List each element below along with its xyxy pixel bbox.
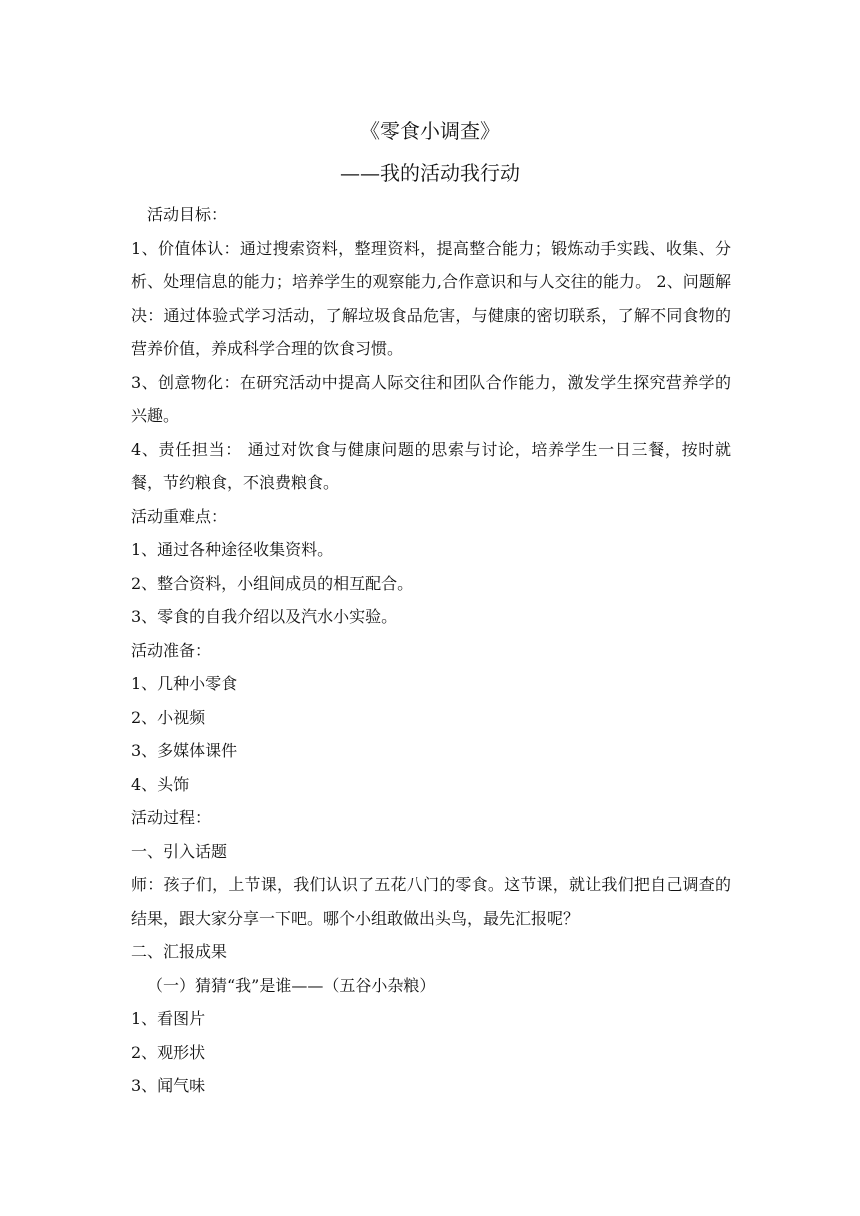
list-item: 3、多媒体课件 xyxy=(131,741,238,760)
document-subtitle: ——我的活动我行动 xyxy=(340,161,520,185)
paragraph: 3、创意物化：在研究活动中提高人际交往和团队合作能力，激发学生探究营养学的兴趣。 xyxy=(131,372,731,425)
subsection-heading: 一、引入话题 xyxy=(131,841,228,861)
list-item: 2、小视频 xyxy=(131,707,206,727)
section-heading-objectives: 活动目标： xyxy=(147,205,228,224)
subsection-heading: 二、汇报成果 xyxy=(131,942,228,961)
sub-subsection-heading: （一）猜猜“我”是谁——（五谷小杂粮） xyxy=(147,975,436,995)
list-item: 1、看图片 xyxy=(131,1009,206,1028)
paragraph: 4、责任担当： 通过对饮食与健康问题的思索与讨论，培养学生一日三餐，按时就餐，节约粮食，不浪费粮食。 xyxy=(131,439,731,492)
list-item: 3、零食的自我介绍以及汽水小实验。 xyxy=(131,607,398,626)
document-title: 《零食小调查》 xyxy=(360,119,500,143)
list-item: 4、头饰 xyxy=(131,774,190,794)
list-item: 1、通过各种途径收集资料。 xyxy=(131,540,334,559)
list-item: 2、观形状 xyxy=(131,1042,206,1062)
section-heading-preparation: 活动准备： xyxy=(131,640,212,660)
section-heading-process: 活动过程： xyxy=(131,808,212,827)
list-item: 1、几种小零食 xyxy=(131,674,238,693)
paragraph: 师：孩子们，上节课，我们认识了五花八门的零食。这节课，就让我们把自己调查的结果，跟大家分享一下吧。哪个小组敢做出头鸟，最先汇报呢？ xyxy=(131,875,731,928)
list-item: 2、整合资料，小组间成员的相互配合。 xyxy=(131,573,414,593)
section-heading-key-points: 活动重难点： xyxy=(131,506,228,526)
paragraph: 1、价值体认：通过搜索资料，整理资料，提高整合能力；锻炼动手实践、收集、分析、处理信息的能力；培养学生的观察能力,合作意识和与人交往的能力。 2、问题解决：通过体验式学习活动，了解垃圾食品危害，与健康的密切联系，了解不同食物的营养价值，养成科学合理的饮食习惯。 xyxy=(131,238,731,358)
list-item: 3、闻气味 xyxy=(131,1076,206,1095)
document-body xyxy=(131,198,731,1103)
